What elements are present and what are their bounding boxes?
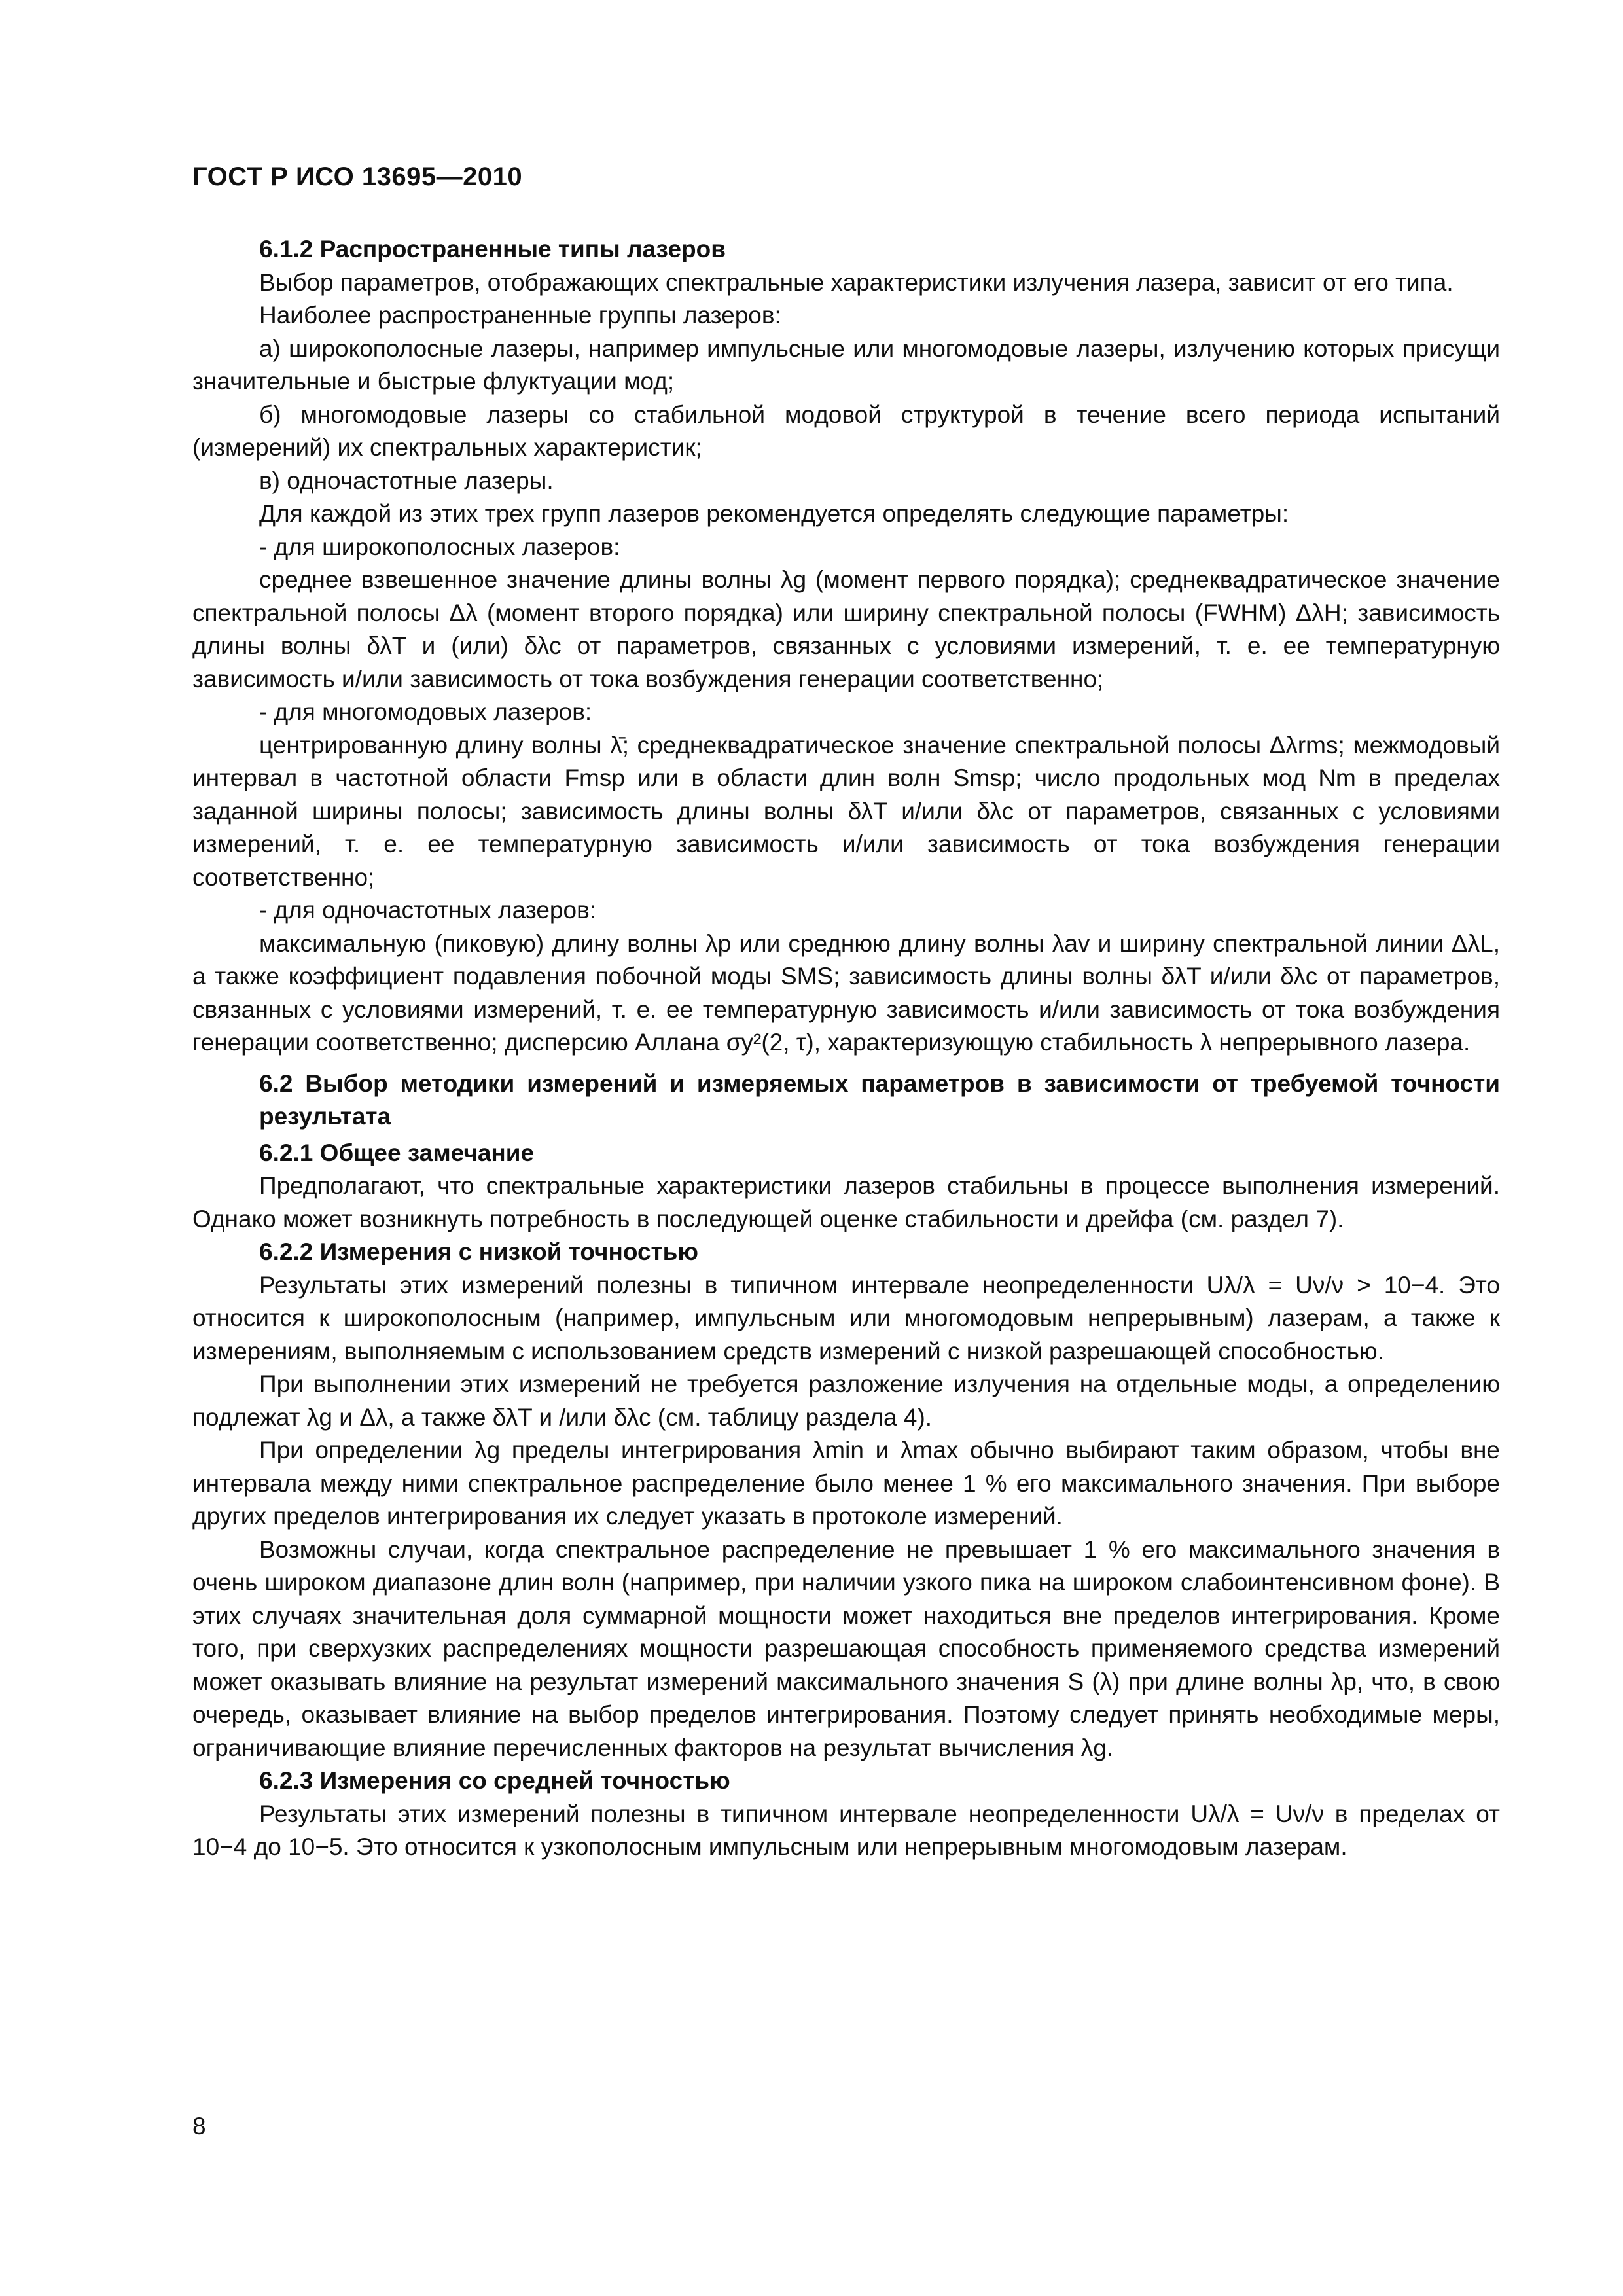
list-item: б) многомодовые лазеры со стабильной модовой структурой в течение всего периода испытаний (измерений) их спектральных характеристик; [192,401,1500,461]
section-heading-6-2-1: 6.2.1 Общее замечание [259,1139,535,1166]
list-item: а) широкополосные лазеры, например импульсные или многомодовые лазеры, излучению которых присущи значительные и быстрые флуктуации мод; [192,334,1500,395]
list-item: - для одночастотных лазеров: [259,897,597,924]
document-body [192,233,1500,1864]
section-heading-6-2-3: 6.2.3 Измерения со средней точностью [259,1767,730,1794]
list-item: в) одночастотные лазеры. [259,467,554,494]
paragraph: Для каждой из этих трех групп лазеров рекомендуется определять следующие параметры: [259,500,1289,527]
paragraph: Возможны случаи, когда спектральное распределение не превышает 1 % его максимального значения в очень широком диапазоне длин волн (например, при наличии узкого пика на широком слабоинтенсивном фоне). В этих случаях значительная доля суммарной мощности может находиться вне пределов интегрирования. Кроме того, при сверхузких распределениях мощности разрешающая способность применяемого средства измерений может оказывать влияние на результат измерений максимального значения S (λ) при длине волны λp, что, в свою очередь, оказывает влияние на выбор пределов интегрирования. Поэтому следует принять необходимые меры, ограничивающие влияние перечисленных факторов на результат вычисления λg. [192,1535,1500,1761]
document-header: ГОСТ Р ИСО 13695—2010 [192,162,523,191]
paragraph: При определении λg пределы интегрирования λmin и λmax обычно выбирают таким образом, чтобы вне интервала между ними спектральное распределение было менее 1 % его максимального значения. При выборе других пределов интегрирования их следует указать в протоколе измерений. [192,1437,1500,1530]
paragraph: Наиболее распространенные группы лазеров: [259,302,781,329]
page-number: 8 [192,2113,206,2140]
paragraph: максимальную (пиковую) длину волны λp или среднюю длину волны λav и ширину спектральной линии ΔλL, а также коэффициент подавления побочной моды SMS; зависимость длины волны δλT и/или δλc от параметров, связанных с условиями измерений, т. е. ее температурную зависимость и/или зависимость от тока возбуждения генерации соответственно; дисперсию Аллана σy²(2, τ), характеризующую стабильность λ непрерывного лазера. [192,929,1500,1056]
paragraph: центрированную длину волны λ̄; среднеквадратическое значение спектральной полосы Δλrms; межмодовый интервал в частотной области Fmsp или в области длин волн Smsp; число продольных мод Nm в пределах заданной ширины полосы; зависимость длины волны δλT и/или δλc от параметров, связанных с условиями измерений, т. е. ее температурную зависимость и/или зависимость от тока возбуждения генерации соответственно; [192,731,1500,891]
paragraph: Предполагают, что спектральные характеристики лазеров стабильны в процессе выполнения измерений. Однако может возникнуть потребность в последующей оценке стабильности и дрейфа (см. раздел 7). [192,1172,1500,1232]
section-heading-6-1-2: 6.1.2 Распространенные типы лазеров [259,236,726,262]
paragraph: При выполнении этих измерений не требуется разложение излучения на отдельные моды, а определению подлежат λg и Δλ, а также δλT и /или δλc (см. таблицу раздела 4). [192,1371,1500,1431]
paragraph: среднее взвешенное значение длины волны λg (момент первого порядка); среднеквадратическое значение спектральной полосы Δλ (момент второго порядка) или ширину спектральной полосы (FWHM) ΔλH; зависимость длины волны δλT и (или) δλc от параметров, связанных с условиями измерений, т. е. ее температурную зависимость и/или зависимость от тока возбуждения генерации соответственно; [192,566,1500,692]
paragraph: Результаты этих измерений полезны в типичном интервале неопределенности Uλ/λ = Uν/ν > 10−4. Это относится к широкополосным (например, импульсным или многомодовым непрерывным) лазерам, а также к измерениям, выполняемым с использованием средств измерений с низкой разрешающей способностью. [192,1271,1500,1365]
section-heading-6-2: 6.2 Выбор методики измерений и измеряемых параметров в зависимости от требуемой точности результата [259,1069,1500,1130]
list-item: - для широкополосных лазеров: [259,533,620,560]
list-item: - для многомодовых лазеров: [259,698,592,725]
paragraph: Выбор параметров, отображающих спектральные характеристики излучения лазера, зависит от его типа. [259,268,1454,296]
paragraph: Результаты этих измерений полезны в типичном интервале неопределенности Uλ/λ = Uν/ν в пределах от 10−4 до 10−5. Это относится к узкополосным импульсным или непрерывным многомодовым лазерам. [192,1800,1500,1860]
section-heading-6-2-2: 6.2.2 Измерения с низкой точностью [259,1238,699,1265]
